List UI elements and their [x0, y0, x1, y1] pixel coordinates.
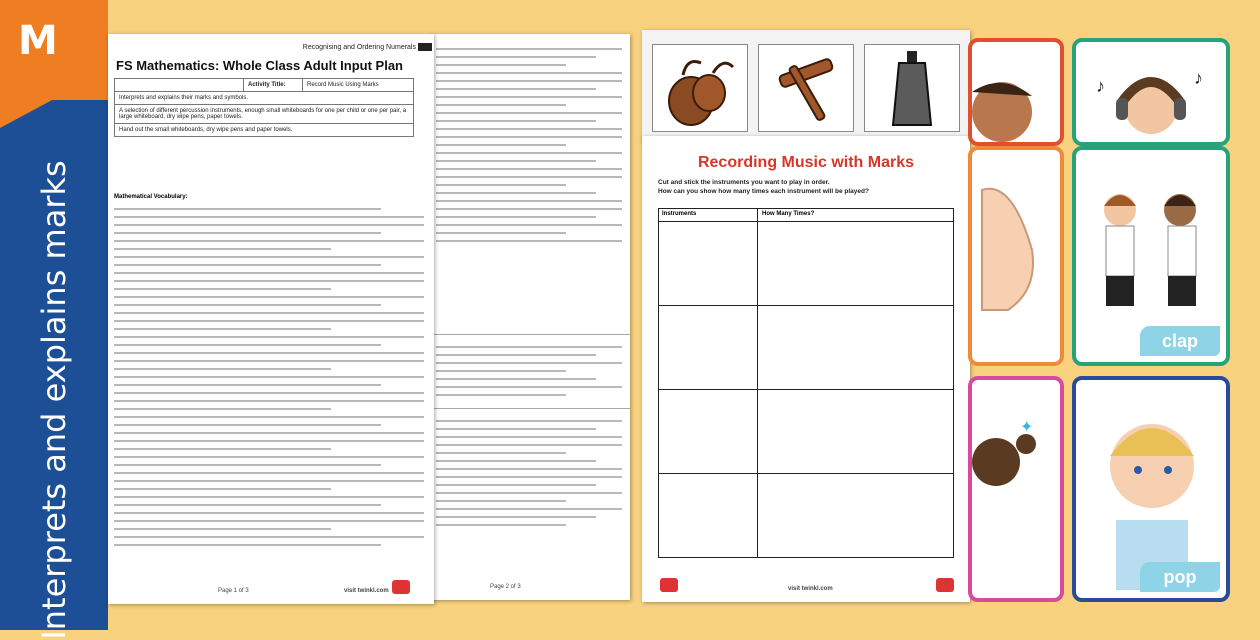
col-instruments: Instruments [662, 211, 697, 217]
castanets-icon [653, 45, 747, 131]
text-block [436, 346, 622, 402]
castanets-card [652, 44, 748, 132]
grid-divider [757, 209, 758, 557]
instruction-2: How can you show how many times each instrument will be played? [658, 188, 869, 195]
worksheet-instructions [658, 178, 869, 196]
claves-card [758, 44, 854, 132]
flashcard-pop [1072, 376, 1230, 602]
grid-row-line [659, 473, 953, 474]
activity-label: Activity Title: [244, 79, 303, 92]
instruction-1: Cut and stick the instruments you want to play in order. [658, 179, 830, 186]
resources-cell: A selection of different percussion instruments, enough small whiteboards for one per child or one per pair, a large whiteboard, dry wipe pens, paper towels. [115, 105, 414, 124]
page-number: Page 1 of 3 [218, 588, 249, 594]
recording-grid [658, 208, 954, 558]
text-block [436, 420, 622, 532]
col-times: How Many Times? [762, 211, 815, 217]
clapping-hands-icon [972, 150, 1060, 362]
worksheet-title: Recording Music with Marks [697, 154, 915, 171]
table-cell [115, 79, 244, 92]
headphones-girl-icon [1076, 42, 1226, 142]
snapping-boy-icon [972, 380, 1060, 598]
flashcard-boy-snap [968, 376, 1064, 602]
svg-text:♪: ♪ [1194, 68, 1203, 88]
plan-table [114, 78, 414, 137]
text-block [114, 208, 424, 552]
preparation-cell: Hand out the small whiteboards, dry wipe pens and paper towels. [115, 124, 414, 137]
pop-label: pop [1140, 562, 1220, 592]
instrument-cards-sheet [642, 30, 970, 142]
banner-title: Interprets and explains marks [35, 160, 73, 640]
recording-worksheet [642, 136, 970, 602]
header-bar [418, 43, 432, 51]
plan-title: FS Mathematics: Whole Class Adult Input Plan [116, 58, 403, 73]
grid-row-line [659, 389, 953, 390]
objective-cell: Interprets and explains their marks and symbols. [115, 92, 414, 105]
footer-site: visit twinkl.com [344, 588, 389, 594]
vocab-label: Mathematical Vocabulary: [114, 194, 188, 200]
grid-row-line [659, 221, 953, 222]
plan-sheet-page-1 [108, 34, 434, 604]
flashcard-girl [968, 38, 1064, 146]
sheet-header: Recognising and Ordering Numerals [302, 44, 416, 51]
flashcard-headphones [1072, 38, 1230, 146]
page-number: Page 2 of 3 [490, 584, 521, 590]
twinkl-logo [392, 580, 410, 594]
flashcard-clapping-hands [968, 146, 1064, 366]
twinkl-logo [660, 578, 678, 592]
twinkl-logo [936, 578, 954, 592]
svg-text:♪: ♪ [1096, 76, 1105, 96]
svg-text:✦: ✦ [1020, 419, 1034, 436]
grid-row-line [659, 305, 953, 306]
clap-label: clap [1140, 326, 1220, 356]
divider [430, 408, 630, 409]
corner-badge-cut [0, 70, 108, 128]
text-block [436, 48, 622, 248]
girl-face-icon [972, 42, 1060, 142]
cowbell-card [864, 44, 960, 132]
activity-value: Record Music Using Marks [303, 79, 414, 92]
divider [430, 334, 630, 335]
flashcard-clap [1072, 146, 1230, 366]
claves-icon [759, 45, 853, 131]
cowbell-icon [865, 45, 959, 131]
plan-sheet-page-2 [430, 34, 630, 600]
corner-letter: M [18, 18, 58, 64]
footer-site: visit twinkl.com [788, 586, 833, 592]
